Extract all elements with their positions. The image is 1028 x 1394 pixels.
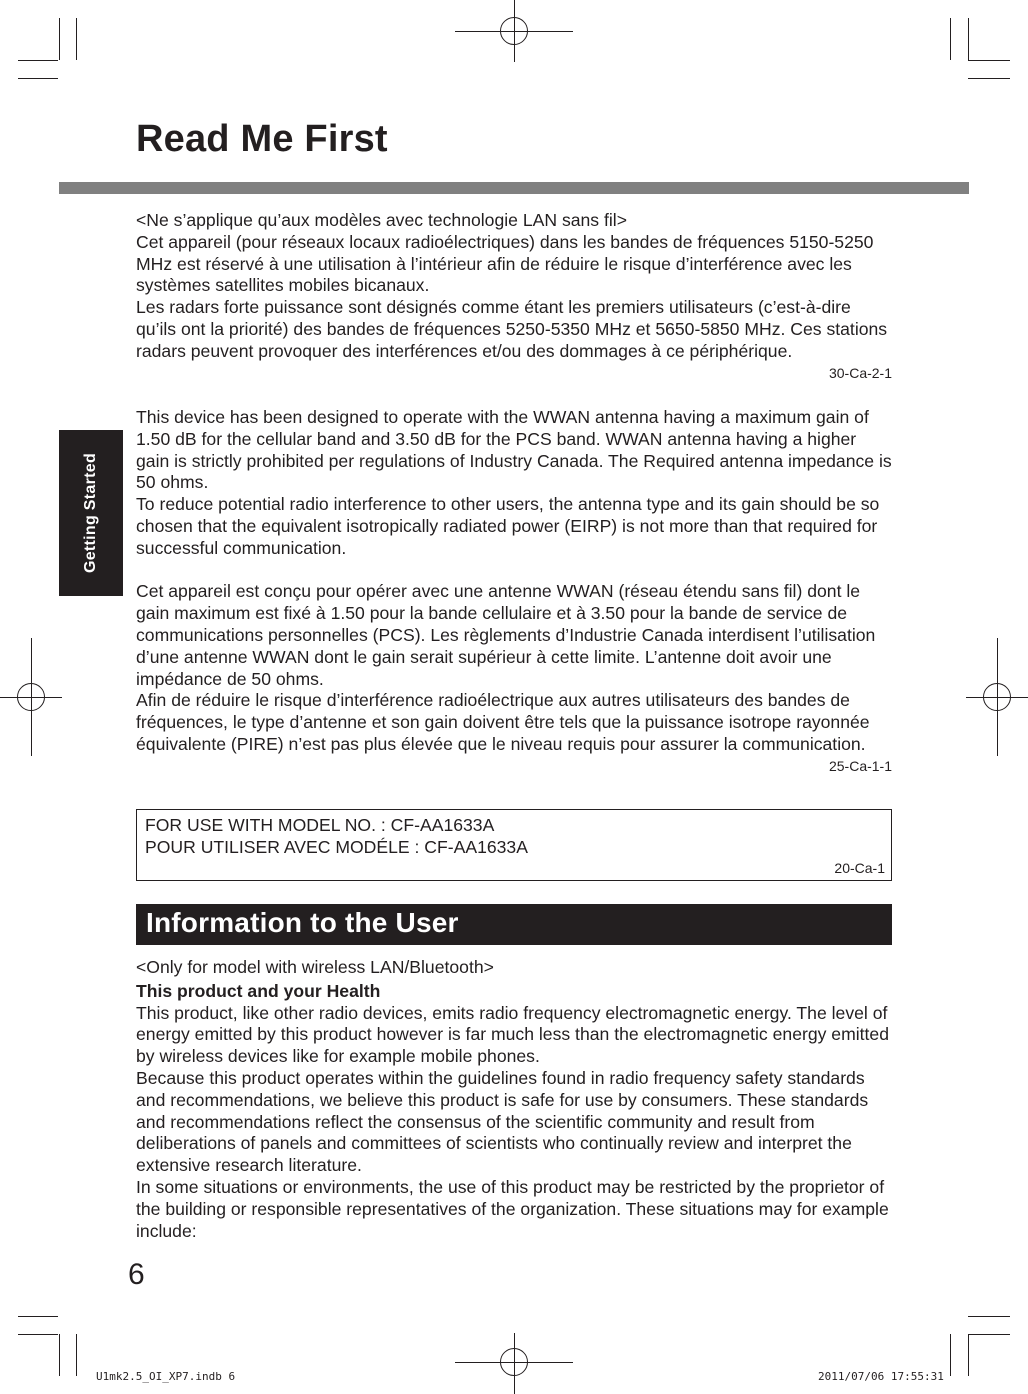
section-title: Information to the User [146, 907, 459, 938]
page-number: 6 [128, 1258, 145, 1291]
section-header [136, 904, 892, 945]
paragraph: This product, like other radio devices, emits radio frequency electromagnetic energy. The level of energy emitted by this product however is far much less than the electromagnetic energy emitted by wireless devices like for example mobile phones. [136, 1002, 890, 1067]
paragraph: Cet appareil (pour réseaux locaux radioélectriques) dans les bandes de fréquences 5150-5250 MHz est réservé à une utilisation à l’intérieur afin de réduire le risque d’interférence avec les systèmes satellites mobiles bicanaux. [136, 231, 874, 296]
model-line-en: FOR USE WITH MODEL NO. : CF-AA1633A [145, 815, 495, 835]
paragraph: Because this product operates within the guidelines found in radio frequency safety standards and recommendations, we believe this product is safe for use by consumers. These standards and recommendations reflect the consensus of the scientific community and result from deliberations of panels and committees of scientists who continually review and interpret the extensive research literature. [136, 1067, 869, 1176]
side-tab-label: Getting Started [82, 452, 99, 574]
paragraph: This device has been designed to operate with the WWAN antenna having a maximum gain of 1.50 dB for the cellular band and 3.50 dB for the PCS band. WWAN antenna having a higher gain is strictly prohibited per regulations of Industry Canada. The Required antenna impedance is 50 ohms. [136, 407, 892, 493]
paragraph: Afin de réduire le risque d’interférence radioélectrique aux autres utilisateurs des bandes de fréquences, le type d’antenne et son gain doivent être tels que la puissance isotrope rayonnée équivalente (PIRE) n’est pas plus élevée que le niveau requis pour assurer la communication. [136, 690, 870, 754]
reference-code: 20-Ca-1 [834, 860, 885, 876]
paragraph: Les radars forte puissance sont désignés comme étant les premiers utilisateurs (c’est-à-dire qu’ils ont la priorité) des bandes de fréquences 5250-5350 MHz et 5650-5850 MHz. Ces stations radars peuvent provoquer des interférences et/ou des dommages à ce périphérique. [136, 297, 888, 361]
paragraph: Cet appareil est conçu pour opérer avec une antenne WWAN (réseau étendu sans fil) dont le gain maximum est fixé à 1.50 pour la bande cellulaire et à 3.50 pour la bande de service de communications personnelles (PCS). Les règlements d’Industrie Canada interdisent l’utilisation d’une antenne WWAN dont le gain serait supérieur à cette limite. L’antenne doit avoir une impédance de 50 ohms. [136, 581, 876, 689]
wwan-antenna-notice [136, 407, 892, 776]
paragraph: To reduce potential radio interference to other users, the antenna type and its gain should be so chosen that the equivalent isotropically radiated power (EIRP) is not more than that required for successful communication. [136, 494, 880, 558]
reference-code: 25-Ca-1-1 [828, 757, 892, 774]
intro-note: <Only for model with wireless LAN/Bluetooth> [136, 957, 494, 977]
subheading: This product and your Health [136, 980, 381, 1001]
page-title: Read Me First [136, 118, 388, 160]
wlan-notice-fr [136, 210, 892, 383]
reference-code: 30-Ca-2-1 [828, 364, 892, 381]
side-tab [59, 430, 123, 596]
footer-timestamp: 2011/07/06 17:55:31 [818, 1370, 944, 1383]
user-information [136, 957, 892, 1242]
title-underline-bar [59, 182, 969, 194]
paragraph: <Ne s’applique qu’aux modèles avec technologie LAN sans fil> [136, 210, 627, 230]
model-line-fr: POUR UTILISER AVEC MODÉLE : CF-AA1633A [145, 837, 528, 857]
footer-file-name: U1mk2.5_OI_XP7.indb 6 [96, 1370, 236, 1383]
model-number-box [136, 809, 892, 881]
paragraph: In some situations or environments, the use of this product may be restricted by the proprietor of the building or responsible representatives of the organization. These situations may for example include: [136, 1176, 889, 1241]
